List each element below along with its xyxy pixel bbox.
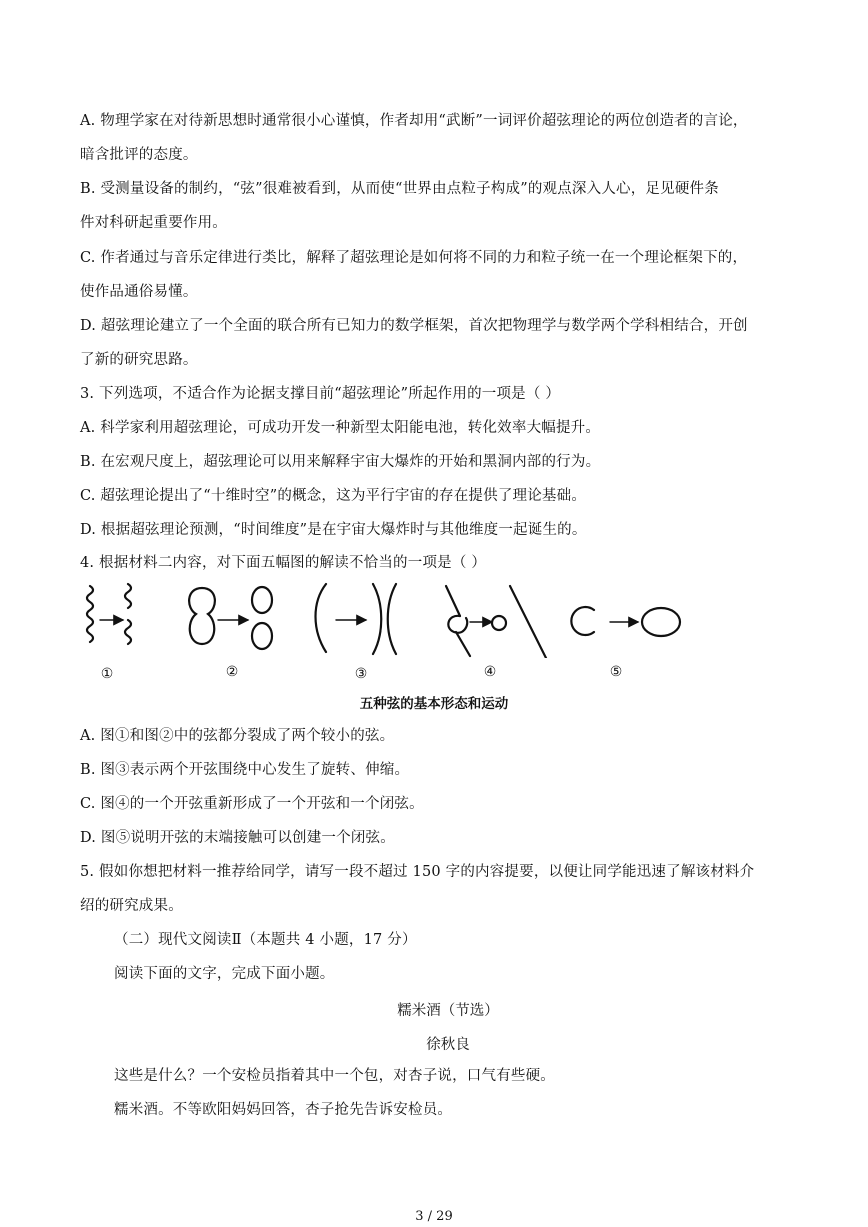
q4-option-c: C. 图④的一个开弦重新形成了一个开弦和一个闭弦。	[80, 796, 424, 812]
figure-1-splitting-open-string	[87, 584, 131, 644]
figure-label-5: ⑤	[609, 664, 623, 680]
figure-label-3: ③	[354, 666, 368, 682]
q5-stem-line1: 5. 假如你想把材料一推荐给同学，请写一段不超过 150 字的内容提要，以便让同学能迅速了解该材料介	[80, 864, 755, 880]
figure-2-splitting-closed-string	[189, 587, 272, 649]
figure-caption: 五种弦的基本形态和运动	[359, 696, 509, 712]
article-paragraph-1: 这些是什么？一个安检员指着其中一个包，对杏子说，口气有些硬。	[114, 1068, 555, 1084]
q3-option-c: C. 超弦理论提出了“十维时空”的概念，这为平行宇宙的存在提供了理论基础。	[80, 488, 587, 504]
q4-option-a: A. 图①和图②中的弦都分裂成了两个较小的弦。	[80, 728, 395, 744]
q3-option-a: A. 科学家利用超弦理论，可成功开发一种新型太阳能电池，转化效率大幅提升。	[80, 420, 601, 436]
q5-stem-line2: 绍的研究成果。	[80, 898, 183, 914]
string-forms-figure	[78, 578, 698, 658]
figure-4-open-and-closed-string	[446, 586, 546, 658]
q2-option-b-line1: B. 受测量设备的制约，“弦”很难被看到，从而使“世界由点粒子构成”的观点深入人心，足见硬件条	[80, 181, 719, 197]
figure-5-open-string-closing	[571, 607, 680, 636]
q3-option-b: B. 在宏观尺度上，超弦理论可以用来解释宇宙大爆炸的开始和黑洞内部的行为。	[80, 454, 601, 470]
article-paragraph-2: 糯米酒。不等欧阳妈妈回答，杏子抢先告诉安检员。	[114, 1102, 453, 1118]
section-heading: （二）现代文阅读Ⅱ（本题共 4 小题，17 分）	[114, 932, 417, 948]
reading-instruction: 阅读下面的文字，完成下面小题。	[114, 966, 335, 982]
figure-label-4: ④	[483, 664, 497, 680]
article-title: 糯米酒（节选）	[397, 1003, 499, 1019]
figure-label-2: ②	[225, 664, 239, 680]
q2-option-b-line2: 件对科研起重要作用。	[80, 215, 227, 231]
q4-stem: 4. 根据材料二内容，对下面五幅图的解读不恰当的一项是（ ）	[80, 555, 487, 571]
page-number: 3 / 29	[415, 1209, 453, 1224]
q2-option-d-line2: 了新的研究思路。	[80, 352, 198, 368]
q2-option-d-line1: D. 超弦理论建立了一个全面的联合所有已知力的数学框架，首次把物理学与数学两个学科相结合，开创	[80, 318, 748, 334]
q2-option-c-line2: 使作品通俗易懂。	[80, 284, 198, 300]
q4-option-d: D. 图⑤说明开弦的末端接触可以创建一个闭弦。	[80, 830, 395, 846]
q4-option-b: B. 图③表示两个开弦围绕中心发生了旋转、伸缩。	[80, 762, 410, 778]
article-author: 徐秋良	[426, 1037, 470, 1053]
figure-label-1: ①	[100, 666, 114, 682]
q3-option-d: D. 根据超弦理论预测，“时间维度”是在宇宙大爆炸时与其他维度一起诞生的。	[80, 522, 587, 538]
q2-option-a-line2: 暗含批评的态度。	[80, 147, 198, 163]
figure-3-joining-open-strings	[316, 584, 397, 654]
q2-option-c-line1: C. 作者通过与音乐定律进行类比，解释了超弦理论是如何将不同的力和粒子统一在一个理论框架下的，	[80, 250, 748, 266]
q3-stem: 3. 下列选项，不适合作为论据支撑目前“超弦理论”所起作用的一项是（ ）	[80, 386, 561, 402]
q2-option-a-line1: A. 物理学家在对待新思想时通常很小心谨慎，作者却用“武断”一词评价超弦理论的两位创造者的言论，	[80, 113, 748, 129]
